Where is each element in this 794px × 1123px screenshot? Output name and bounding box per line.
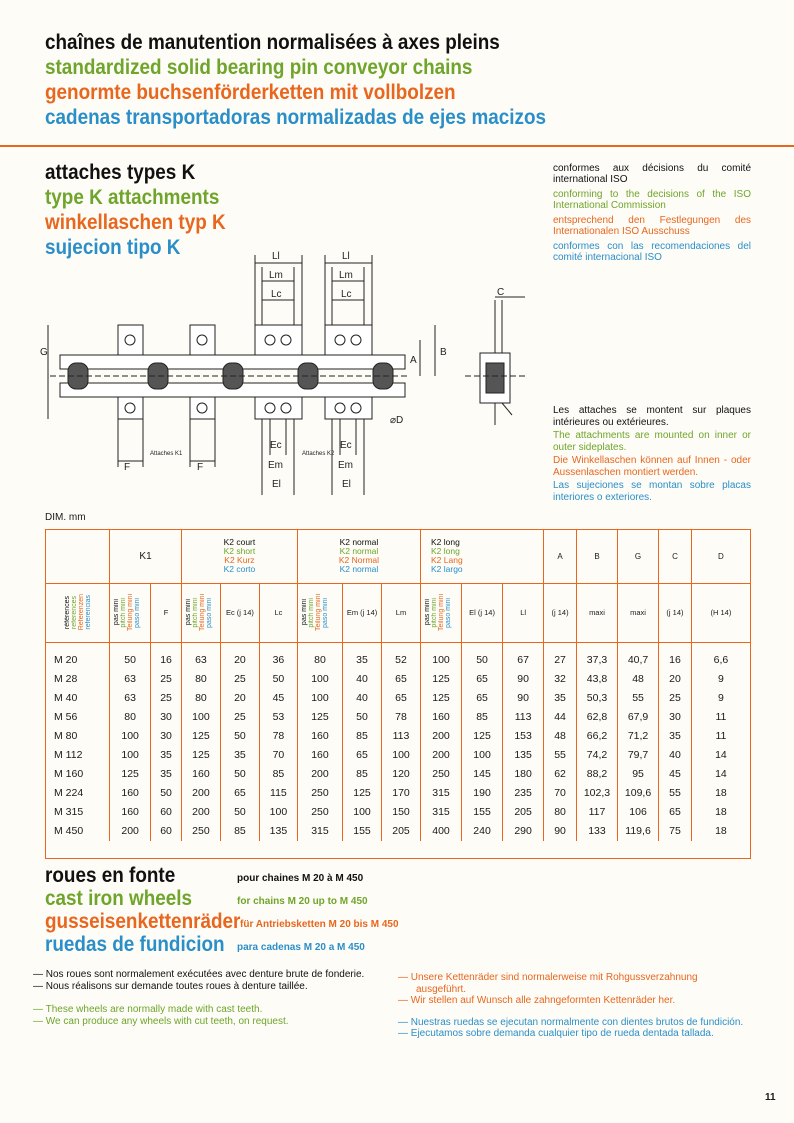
table-row [46,727,750,746]
iso-en: conforming to the decisions of the ISO International Commission [553,189,751,211]
table-cell: 6,6 [713,654,729,666]
table-cell: 100 [110,727,151,746]
table-cell: 36 [259,642,297,670]
mount-de: Die Winkellaschen können auf Innen - oder Aussenlaschen montiert werden. [553,455,751,478]
table-cell: 50 [220,803,259,822]
table-cell: 65 [220,784,259,803]
note-es-1: — Nuestras ruedas se ejecutan normalmente con dientes brutos de fundición. [398,1016,744,1028]
table-cell: 315 [421,784,462,803]
table-cell: 80 [181,689,220,708]
table-cell: 250 [421,765,462,784]
table-cell: 100 [181,708,220,727]
table-cell: 160 [297,727,342,746]
header-k2n-pitch: pas mini pitch mini Teilung mini paso mini [297,583,342,642]
label-k2: Attaches K2 [302,451,335,457]
table-cell: 14 [715,768,727,780]
table-cell: 45 [259,689,297,708]
wheels-sub-es: para cadenas M 20 a M 450 [237,942,365,953]
table-cell: 20 [220,642,259,670]
table-cell: 40,7 [618,642,659,670]
title-fr: chaînes de manutention normalisées à axes pleins [45,31,500,54]
table-cell: 80 [110,708,151,727]
label-ec-2: Ec [340,440,352,451]
table-cell: 190 [462,784,503,803]
table-cell: 66,2 [576,727,617,746]
dimensions-table [45,529,751,859]
header-k1-f: F [151,583,182,642]
label-c: C [497,287,505,298]
table-cell: 50 [220,765,259,784]
note-fr-2: — Nous réalisons sur demande toutes roues à denture taillée. [33,980,308,992]
table-cell: 133 [576,822,617,841]
row-reference: M 56 [46,708,110,727]
table-cell: 30 [151,708,182,727]
table-cell: 50 [259,670,297,689]
header-k2n-em: Em (j 14) [343,583,382,642]
header-a: A [544,530,577,583]
table-cell: 90 [503,689,544,708]
table-cell: 35 [151,746,182,765]
table-cell: 40 [659,746,692,765]
header-references: références references Referenzen referencias [46,583,110,642]
title-en: standardized solid bearing pin conveyor chains [45,56,473,79]
page-number: 11 [765,1092,776,1103]
table-cell: 95 [618,765,659,784]
table-cell: 200 [181,803,220,822]
table-cell: 290 [503,822,544,841]
note-en-1: — These wheels are normally made with cast teeth. [33,1004,263,1015]
table-cell: 145 [462,765,503,784]
header-k1: K1 [110,530,182,583]
header-k2l-pitch: pas mini pitch mini Teilung mini paso mini [421,583,462,642]
table-cell: 65 [462,689,503,708]
wheels-fr: roues en fonte [45,864,176,887]
table-cell: 60 [151,803,182,822]
table-cell: 113 [382,727,421,746]
table-cell: 100 [297,689,342,708]
table-cell: 25 [151,670,182,689]
label-a: A [410,355,417,366]
dimension-top-k2-left [255,251,302,325]
table-cell: 50,3 [576,689,617,708]
table-cell: 63 [181,642,220,670]
table-cell: 25 [220,708,259,727]
table-cell: 11 [715,730,727,742]
table-cell: 16 [151,642,182,670]
label-lc-1: Lc [271,289,282,300]
table-cell: 100 [343,803,382,822]
label-lm-2: Lm [339,270,353,281]
table-cell: 119,6 [618,822,659,841]
table-cell: 80 [297,642,342,670]
table-cell: 14 [715,749,727,761]
title-de: genormte buchsenförderketten mit vollbolzen [45,81,456,104]
table-cell: 9 [718,673,724,685]
table-row [46,670,750,689]
table-cell: 65 [343,746,382,765]
note-en-2: — We can produce any wheels with cut teeth, on request. [33,1015,289,1027]
table-cell: 102,3 [576,784,617,803]
table-cell: 16 [659,642,692,670]
row-reference: M 20 [46,642,110,670]
table-cell: 200 [297,765,342,784]
table-cell: 235 [503,784,544,803]
label-el-1: El [272,479,281,490]
table-cell: 78 [259,727,297,746]
table-cell: 48 [618,670,659,689]
iso-es: conformes con las recomendaciones del comité internacional ISO [553,241,751,263]
notes-left [33,969,383,1027]
table-row [46,822,750,841]
table-cell: 62,8 [576,708,617,727]
header-rule [0,145,794,147]
label-ll-2: Ll [342,251,350,262]
note-fr-1: — Nos roues sont normalement exécutées avec denture brute de fonderie. [33,969,365,980]
iso-note [553,163,751,267]
label-ec-1: Ec [270,440,282,451]
table-cell: 250 [297,803,342,822]
table-cell: 40 [343,670,382,689]
table-cell: 20 [220,689,259,708]
wheels-de: gusseisenkettenräder [45,910,241,933]
table-cell: 62 [544,765,577,784]
attachments-fr: attaches types K [45,161,196,184]
table-cell: 79,7 [618,746,659,765]
table-cell: 150 [382,803,421,822]
table-cell: 63 [110,670,151,689]
table-cell: 48 [544,727,577,746]
table-cell: 100 [382,746,421,765]
label-f-2: F [197,462,204,473]
table-cell: 200 [421,746,462,765]
table-cell: 125 [421,670,462,689]
header-k2c-ec: Ec (j 14) [220,583,259,642]
header-a-tol: (j 14) [544,583,577,642]
header-c: C [659,530,692,583]
table-cell: 120 [382,765,421,784]
table-cell: 85 [343,765,382,784]
table-cell: 18 [715,825,727,837]
table-cell: 45 [659,765,692,784]
header-k2l-el: El (j 14) [462,583,503,642]
table-cell: 100 [110,746,151,765]
attachments-es: sujecion tipo K [45,236,181,259]
table-cell: 60 [151,822,182,841]
table-cell: 125 [421,689,462,708]
table-cell: 65 [462,670,503,689]
iso-de: entsprechend den Festlegungen des Internationalen ISO Ausschuss [553,215,751,237]
header-b-max: maxi [576,583,617,642]
table-cell: 55 [544,746,577,765]
header-k1-pitch: pas mini pitch mini Teilung mini paso mini [110,583,151,642]
table-cell: 37,3 [576,642,617,670]
table-cell: 155 [343,822,382,841]
table-cell: 85 [462,708,503,727]
table-cell: 50 [462,642,503,670]
table-cell: 315 [421,803,462,822]
table-cell: 90 [503,670,544,689]
table-cell: 85 [343,727,382,746]
row-reference: M 315 [46,803,110,822]
table-cell: 71,2 [618,727,659,746]
table-cell: 44 [544,708,577,727]
table-cell: 63 [110,689,151,708]
table-cell: 25 [659,689,692,708]
header-k2-long: K2 long K2 long K2 Lang K2 largo [421,530,544,583]
notes-right [398,972,750,1040]
wheels-sub-fr: pour chaines M 20 à M 450 [237,873,364,884]
label-f-1: F [124,462,131,473]
table-cell: 25 [220,670,259,689]
wheels-en: cast iron wheels [45,887,193,910]
mount-es: Las sujeciones se montan sobre placas interiores o exteriores. [553,480,751,503]
label-lc-2: Lc [341,289,352,300]
table-cell: 160 [297,746,342,765]
table-cell: 67,9 [618,708,659,727]
table-cell: 125 [343,784,382,803]
row-reference: M 112 [46,746,110,765]
table-cell: 65 [382,689,421,708]
table-cell: 74,2 [576,746,617,765]
table-cell: 125 [181,746,220,765]
table-cell: 100 [421,642,462,670]
table-cell: 85 [220,822,259,841]
table-cell: 9 [718,692,724,704]
table-row [46,689,750,708]
chain-links [50,325,410,419]
table-cell: 109,6 [618,784,659,803]
table-cell: 70 [544,784,577,803]
table-cell: 240 [462,822,503,841]
table-cell: 160 [110,784,151,803]
table-cell: 53 [259,708,297,727]
note-de-2: — Wir stellen auf Wunsch alle zahngeformten Kettenräder her. [398,995,676,1006]
table-cell: 50 [343,708,382,727]
table-cell: 65 [659,803,692,822]
header-k2l-ll: Ll [503,583,544,642]
row-reference: M 80 [46,727,110,746]
table-cell: 90 [544,822,577,841]
side-view [465,287,525,425]
table-cell: 20 [659,670,692,689]
note-de-1: — Unsere Kettenräder sind normalerweise mit Rohgussverzahnung ausgeführt. [398,972,698,995]
table-row [46,784,750,803]
table-cell: 25 [151,689,182,708]
header-b: B [576,530,617,583]
table-cell: 180 [503,765,544,784]
table-cell: 65 [382,670,421,689]
row-reference: M 224 [46,784,110,803]
table-cell: 155 [462,803,503,822]
wheels-title [45,864,262,956]
header-k2c-lc: Lc [259,583,297,642]
table-cell: 50 [110,642,151,670]
wheels-sub-en: for chains M 20 up to M 450 [237,896,368,907]
table-row [46,746,750,765]
table-cell: 160 [181,765,220,784]
row-reference: M 450 [46,822,110,841]
table-cell: 100 [297,670,342,689]
title-es: cadenas transportadoras normalizadas de ejes macizos [45,106,547,129]
header-d: D [691,530,750,583]
header-k2n-lm: Lm [382,583,421,642]
table-cell: 170 [382,784,421,803]
table-cell: 35 [659,727,692,746]
table-cell: 205 [382,822,421,841]
table-cell: 35 [220,746,259,765]
table-cell: 135 [503,746,544,765]
table-cell: 153 [503,727,544,746]
label-k1: Attaches K1 [150,451,183,457]
page-title [45,30,546,130]
header-g: G [618,530,659,583]
table-cell: 11 [715,711,727,723]
table-cell: 250 [181,822,220,841]
label-d: ⌀D [390,415,404,426]
table-cell: 315 [297,822,342,841]
table-cell: 200 [421,727,462,746]
table-cell: 117 [576,803,617,822]
label-lm-1: Lm [269,270,283,281]
header-k2-court: K2 court K2 short K2 Kurz K2 corto [181,530,297,583]
table-cell: 125 [462,727,503,746]
table-cell: 30 [151,727,182,746]
table-cell: 100 [259,803,297,822]
iso-fr: conformes aux décisions du comité international ISO [553,163,751,185]
mounting-note [553,405,751,505]
table-cell: 75 [659,822,692,841]
table-cell: 78 [382,708,421,727]
wheels-sub-de: für Antriebsketten M 20 bis M 450 [240,919,399,930]
table-cell: 125 [181,727,220,746]
table-cell: 55 [618,689,659,708]
table-cell: 160 [110,803,151,822]
table-cell: 70 [259,746,297,765]
table-row [46,803,750,822]
table-cell: 18 [715,806,727,818]
table-cell: 67 [503,642,544,670]
attachments-en: type K attachments [45,186,220,209]
table-cell: 200 [110,822,151,841]
table-cell: 200 [181,784,220,803]
table-cell: 35 [343,642,382,670]
row-reference: M 28 [46,670,110,689]
table-cell: 50 [151,784,182,803]
table-cell: 27 [544,642,577,670]
table-cell: 55 [659,784,692,803]
table-cell: 52 [382,642,421,670]
header-k2-normal: K2 normal K2 normal K2 Normal K2 normal [297,530,420,583]
table-cell: 35 [544,689,577,708]
table-row [46,642,750,670]
table-cell: 35 [151,765,182,784]
table-cell: 100 [462,746,503,765]
dimension-unit: DIM. mm [45,512,86,523]
note-es-2: — Ejecutamos sobre demanda cualquier tipo de rueda dentada tallada. [398,1028,714,1039]
table-cell: 88,2 [576,765,617,784]
label-b: B [440,347,447,358]
table-cell: 113 [503,708,544,727]
table-cell: 160 [421,708,462,727]
table-cell: 135 [259,822,297,841]
table-cell: 30 [659,708,692,727]
table-cell: 50 [220,727,259,746]
wheels-es: ruedas de fundicion [45,933,225,956]
table-row [46,765,750,784]
table-row [46,708,750,727]
header-empty [46,530,110,583]
label-em-1: Em [268,460,283,471]
table-cell: 250 [297,784,342,803]
table-cell: 80 [544,803,577,822]
row-reference: M 160 [46,765,110,784]
table-cell: 125 [110,765,151,784]
table-cell: 115 [259,784,297,803]
row-reference: M 40 [46,689,110,708]
table-cell: 85 [259,765,297,784]
table-cell: 125 [297,708,342,727]
label-ll-1: Ll [272,251,280,262]
table-cell: 18 [715,787,727,799]
table-cell: 43,8 [576,670,617,689]
mount-en: The attachments are mounted on inner or outer sideplates. [553,430,751,453]
table-cell: 40 [343,689,382,708]
label-em-2: Em [338,460,353,471]
dimension-top-k2-right [325,251,372,325]
header-g-max: maxi [618,583,659,642]
header-d-tol: (H 14) [691,583,750,642]
table-body [46,642,750,841]
table-cell: 400 [421,822,462,841]
table-cell: 32 [544,670,577,689]
table-cell: 80 [181,670,220,689]
header-c-tol: (j 14) [659,583,692,642]
label-g: G [40,347,48,358]
mount-fr: Les attaches se montent sur plaques intérieures ou extérieures. [553,405,751,428]
attachments-de: winkellaschen typ K [45,211,226,234]
label-el-2: El [342,479,351,490]
table-cell: 106 [618,803,659,822]
header-k2c-pitch: pas mini pitch mini Teilung mini paso mini [181,583,220,642]
table-cell: 205 [503,803,544,822]
chain-drawing [40,245,540,500]
